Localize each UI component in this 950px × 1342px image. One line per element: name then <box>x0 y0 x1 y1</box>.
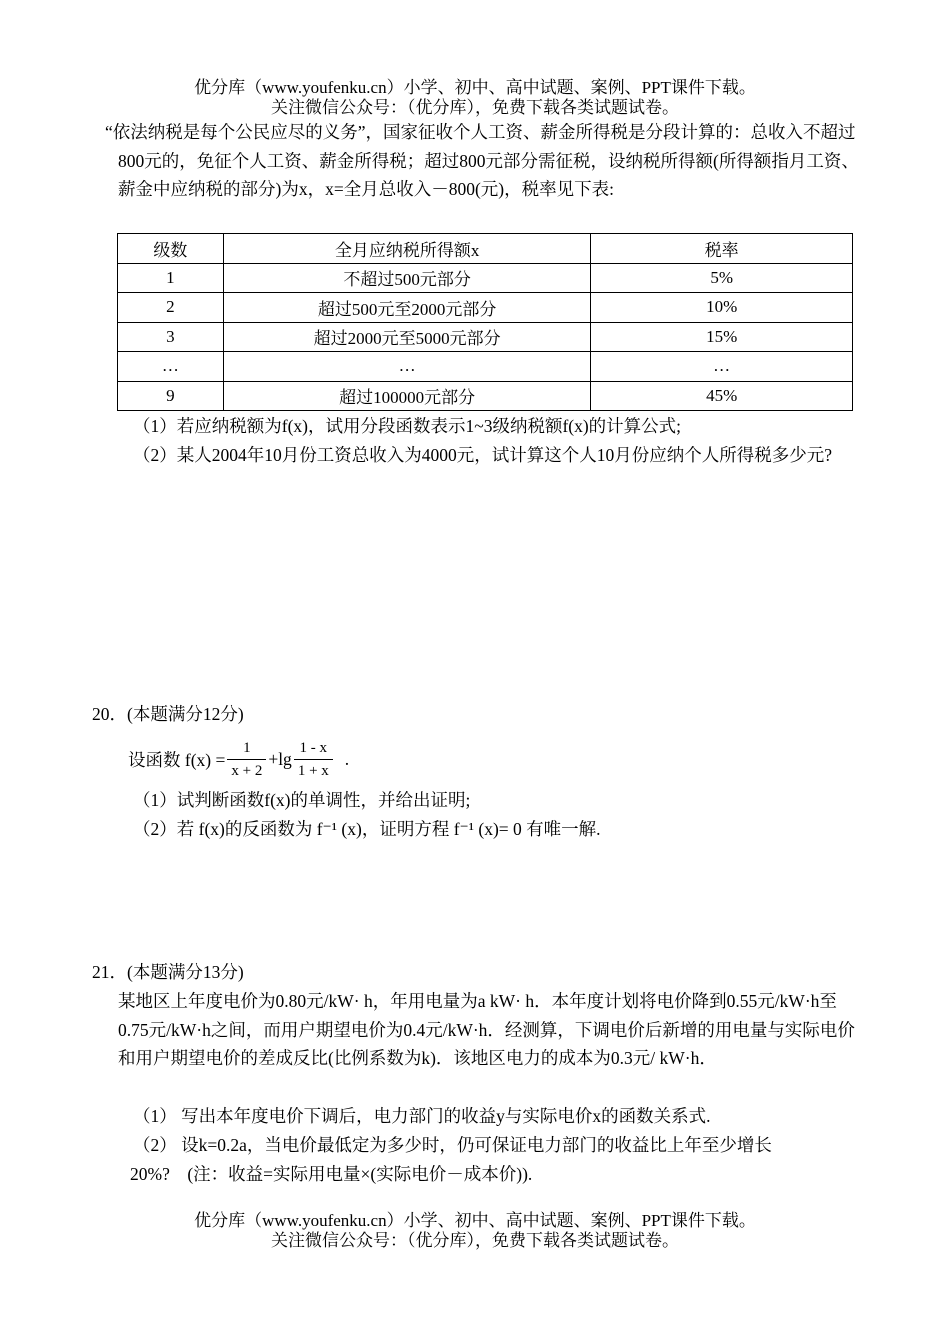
plus-lg: +lg <box>268 748 292 769</box>
function-end: . <box>344 748 350 769</box>
fraction-2-numerator: 1 - x <box>299 739 328 756</box>
table-cell: 超过100000元部分 <box>223 381 591 411</box>
footer-line-1: 优分库（www.youfenku.cn）小学、初中、高中试题、案例、PPT课件下载。 <box>194 1211 756 1230</box>
q19-intro: “依法纳税是每个公民应尽的义务”，国家征收个人工资、薪金所得税是分段计算的：总收入不超过800元的，免征个人工资、薪金所得税；超过800元部分需征税，设纳税所得额(所得额指月工资、薪金中应纳税的部分)为x，x=全月总收入－800(元)，税率见下表: <box>105 122 859 199</box>
page-footer <box>0 1211 950 1251</box>
header-line-1: 优分库（www.youfenku.cn）小学、初中、高中试题、案例、PPT课件下载。 <box>194 78 756 97</box>
q21-body: 某地区上年度电价为0.80元/kW· h，年用电量为a kW· h．本年度计划将电价降到0.55元/kW·h至0.75元/kW·h之间，而用户期望电价为0.4元/kW·h．经测算，下调电价后新增的用电量与实际电价和用户期望电价的差成反比(比例系数为k)．该地区电力的成本为0.3元/ kW·h． <box>118 991 855 1068</box>
header-line-2: 关注微信公众号：（优分库），免费下载各类试题试卷。 <box>271 98 679 117</box>
tax-rate-table <box>117 233 853 411</box>
q21-part-2-continued: 20%? (注：收益=实际用电量×(实际电价－成本价)). <box>130 1164 533 1184</box>
table-header-cell: 级数 <box>118 234 224 264</box>
q20-part-2: （2）若 f(x)的反函数为 f⁻¹ (x)，证明方程 f⁻¹ (x)= 0 有唯一解. <box>133 819 601 839</box>
fraction-1-denominator: x + 2 <box>231 762 263 779</box>
table-cell: 不超过500元部分 <box>223 263 591 293</box>
table-cell: 1 <box>118 263 224 293</box>
fraction-2 <box>294 737 333 782</box>
table-row <box>118 381 853 411</box>
table-cell: … <box>223 352 591 382</box>
footer-line-2: 关注微信公众号：（优分库），免费下载各类试题试卷。 <box>271 1231 679 1250</box>
q19-part-2: （2）某人2004年10月份工资总收入为4000元，试计算这个人10月份应纳个人所得税多少元? <box>133 445 833 465</box>
table-row <box>118 263 853 293</box>
q20-function-definition <box>128 733 349 785</box>
table-cell: 超过500元至2000元部分 <box>223 293 591 323</box>
table-cell: 2 <box>118 293 224 323</box>
q20-part-1: （1）试判断函数f(x)的单调性，并给出证明; <box>133 790 471 810</box>
fraction-1-numerator: 1 <box>243 739 251 756</box>
table-cell: … <box>118 352 224 382</box>
fraction-2-denominator: 1 + x <box>297 762 329 779</box>
table-cell: 15% <box>591 322 853 352</box>
table-row <box>118 352 853 382</box>
table-header-cell: 全月应纳税所得额x <box>223 234 591 264</box>
table-cell: 5% <box>591 263 853 293</box>
table-header-row <box>118 234 853 264</box>
fraction-1 <box>227 737 266 782</box>
page-header <box>0 78 950 118</box>
table-row <box>118 322 853 352</box>
function-prefix: 设函数 f(x) = <box>128 749 226 770</box>
table-row <box>118 293 853 323</box>
q21-part-1: （1） 写出本年度电价下调后，电力部门的收益y与实际电价x的函数关系式. <box>133 1106 711 1126</box>
table-cell: 9 <box>118 381 224 411</box>
table-cell: 3 <box>118 322 224 352</box>
table-cell: … <box>591 352 853 382</box>
table-cell: 超过2000元至5000元部分 <box>223 322 591 352</box>
table-header-cell: 税率 <box>591 234 853 264</box>
q19-part-1: （1）若应纳税额为f(x)，试用分段函数表示1~3级纳税额f(x)的计算公式; <box>133 416 682 436</box>
table-cell: 10% <box>591 293 853 323</box>
table-cell: 45% <box>591 381 853 411</box>
q21-part-2: （2） 设k=0.2a，当电价最低定为多少时，仍可保证电力部门的收益比上年至少增长 <box>133 1135 772 1155</box>
q21-title: 21．(本题满分13分) <box>92 962 244 982</box>
q20-title: 20．(本题满分12分) <box>92 704 244 724</box>
